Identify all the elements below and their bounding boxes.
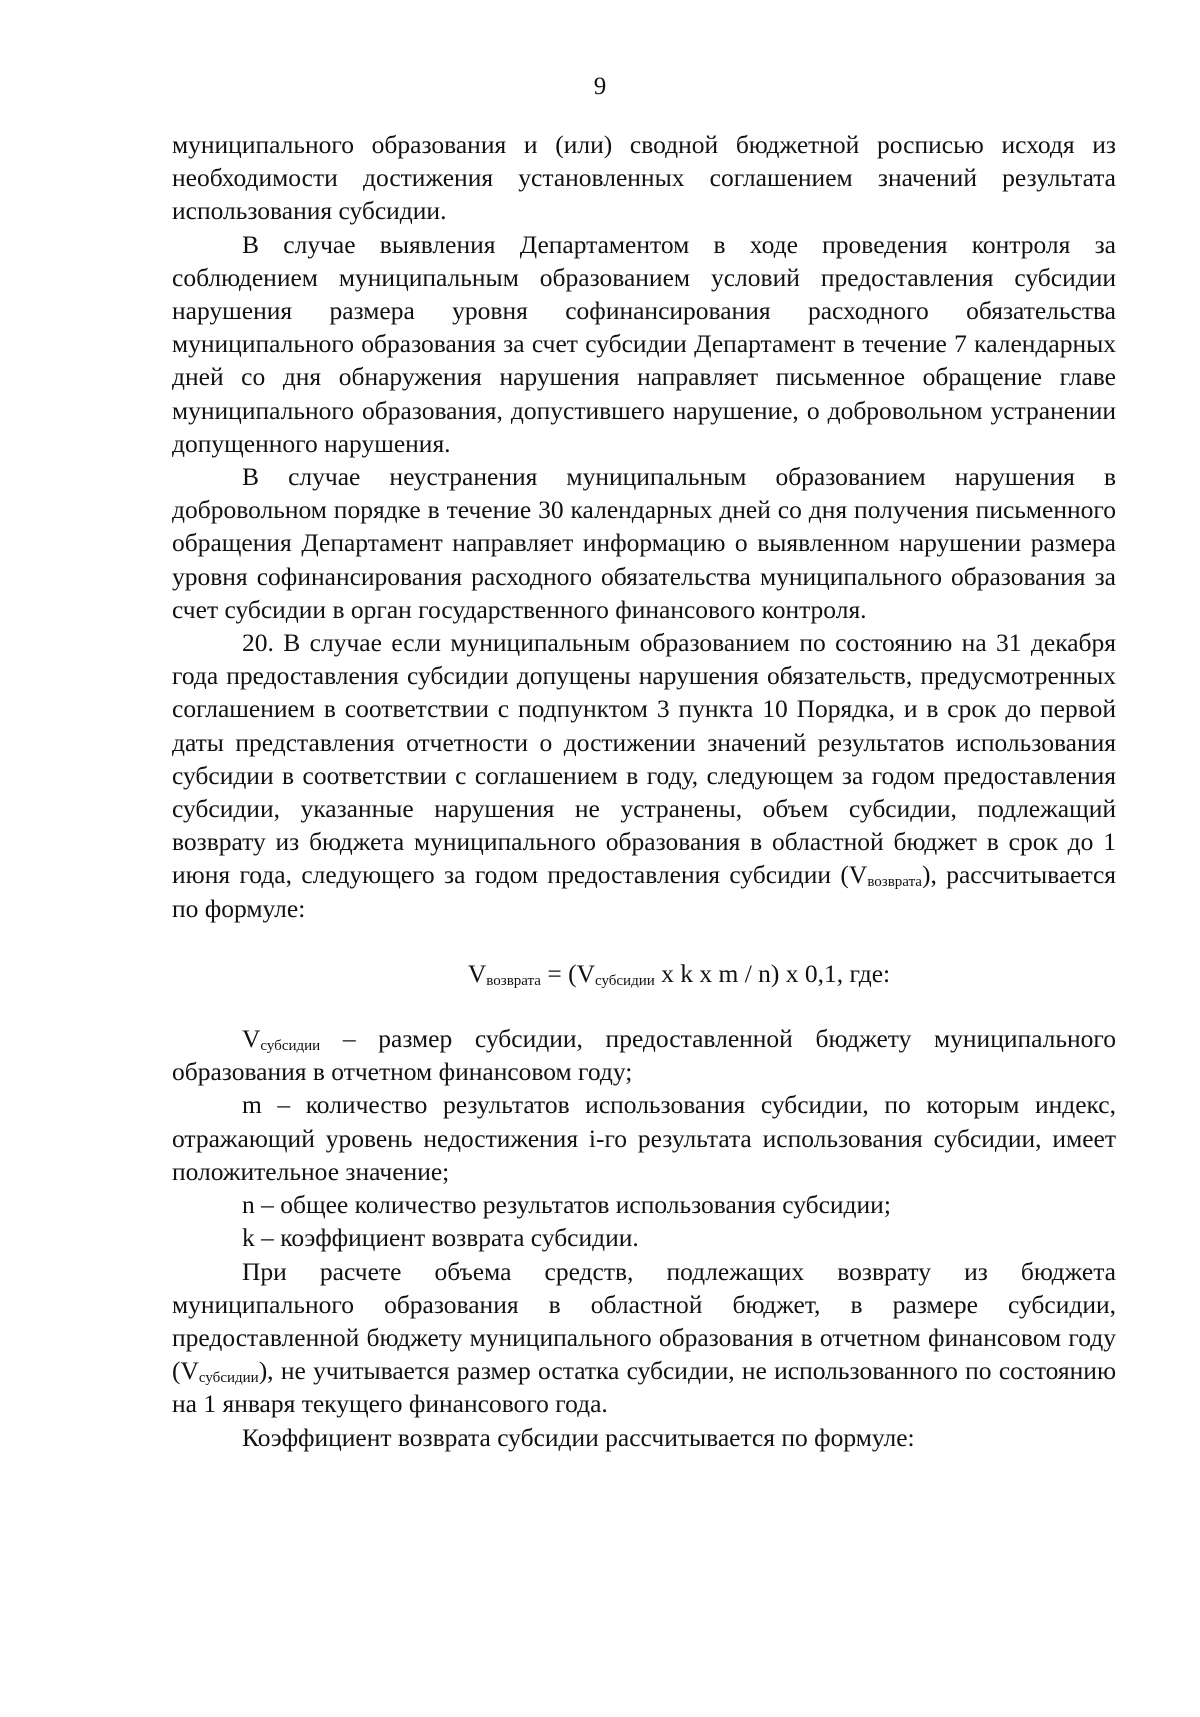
- item-20-text: 20. В случае если муниципальным образованием по состоянию на 31 декабря года предоставления субсидии допущены нарушения обязательств, предусмотренных соглашением в соответствии с подпунктом 3 пункта 10 Порядка, и в срок до первой даты представления отчетности о достижении значений результатов использования субсидии в соответствии с соглашением в году, следующем за годом предоставления субсидии, указанные нарушения не устранены, объем субсидии, подлежащий возврату из бюджета муниципального образования в областной бюджет в срок до 1 июня года, следующего за годом предоставления субсидии (V: [172, 628, 1116, 890]
- paragraph-item-20: [172, 626, 1116, 925]
- item-20-tail: ), рассчитывается по формуле:: [172, 860, 1117, 923]
- definition-m: m – количество результатов использования субсидии, по которым индекс, отражающий уровень недостижения i-го результата использования субсидии, имеет положительное значение;: [172, 1090, 1116, 1186]
- page-number: 9: [593, 73, 607, 100]
- paragraph-continuation: муниципального образования и (или) сводной бюджетной росписью исходя из необходимости достижения установленных соглашением значений результата использования субсидии.: [172, 130, 1116, 226]
- def-v-symbol: V: [242, 1024, 261, 1054]
- formula-rest: x k x m / n) x 0,1, где:: [654, 958, 891, 988]
- document-body: [172, 128, 1116, 1454]
- calc-note-text: При расчете объема средств, подлежащих возврату из бюджета муниципального образования в областной бюджет, в размере субсидии, предоставленной бюджету муниципального образования в отчетном финансовом году (V: [172, 1256, 1116, 1386]
- def-v-text: – размер субсидии, предоставленной бюджету муниципального образования в отчетном финансовом году;: [172, 1024, 1116, 1087]
- formula-equals: = (V: [540, 958, 595, 988]
- calc-note-subscript: субсидии: [198, 1370, 259, 1387]
- definition-k: k – коэффициент возврата субсидии.: [242, 1223, 639, 1253]
- formula-return-subscript: возврата: [486, 972, 541, 989]
- return-formula: [172, 957, 1116, 990]
- paragraph-calculation-note: [172, 1255, 1116, 1421]
- formula-v: V: [467, 958, 487, 988]
- def-v-subscript: субсидии: [260, 1038, 321, 1055]
- formula-subsidy-subscript: субсидии: [595, 972, 655, 989]
- v-return-subscript: возврата: [867, 874, 922, 891]
- paragraph-violation-detection: В случае выявления Департаментом в ходе проведения контроля за соблюдением муниципальным образованием условий предоставления субсидии нарушения размера уровня софинансирования расходного обязательства муниципального образования за счет субсидии Департамент в течение 7 календарных дней со дня обнаружения нарушения направляет письменное обращение главе муниципального образования, допустившего нарушение, о добровольном устранении допущенного нарушения.: [172, 229, 1116, 458]
- paragraph-coefficient-intro: Коэффициент возврата субсидии рассчитывается по формуле:: [242, 1422, 915, 1452]
- definition-v-subsidy: [172, 1022, 1116, 1088]
- calc-note-tail: ), не учитывается размер остатка субсидии, не использованного по состоянию на 1 января текущего финансового года.: [172, 1356, 1116, 1419]
- paragraph-non-elimination: В случае неустранения муниципальным образованием нарушения в добровольном порядке в течение 30 календарных дней со дня получения письменного обращения Департамент направляет информацию о выявленном нарушении размера уровня софинансирования расходного обязательства муниципального образования за счет субсидии в орган государственного финансового контроля.: [172, 462, 1116, 624]
- definition-n: n – общее количество результатов использования субсидии;: [242, 1190, 891, 1220]
